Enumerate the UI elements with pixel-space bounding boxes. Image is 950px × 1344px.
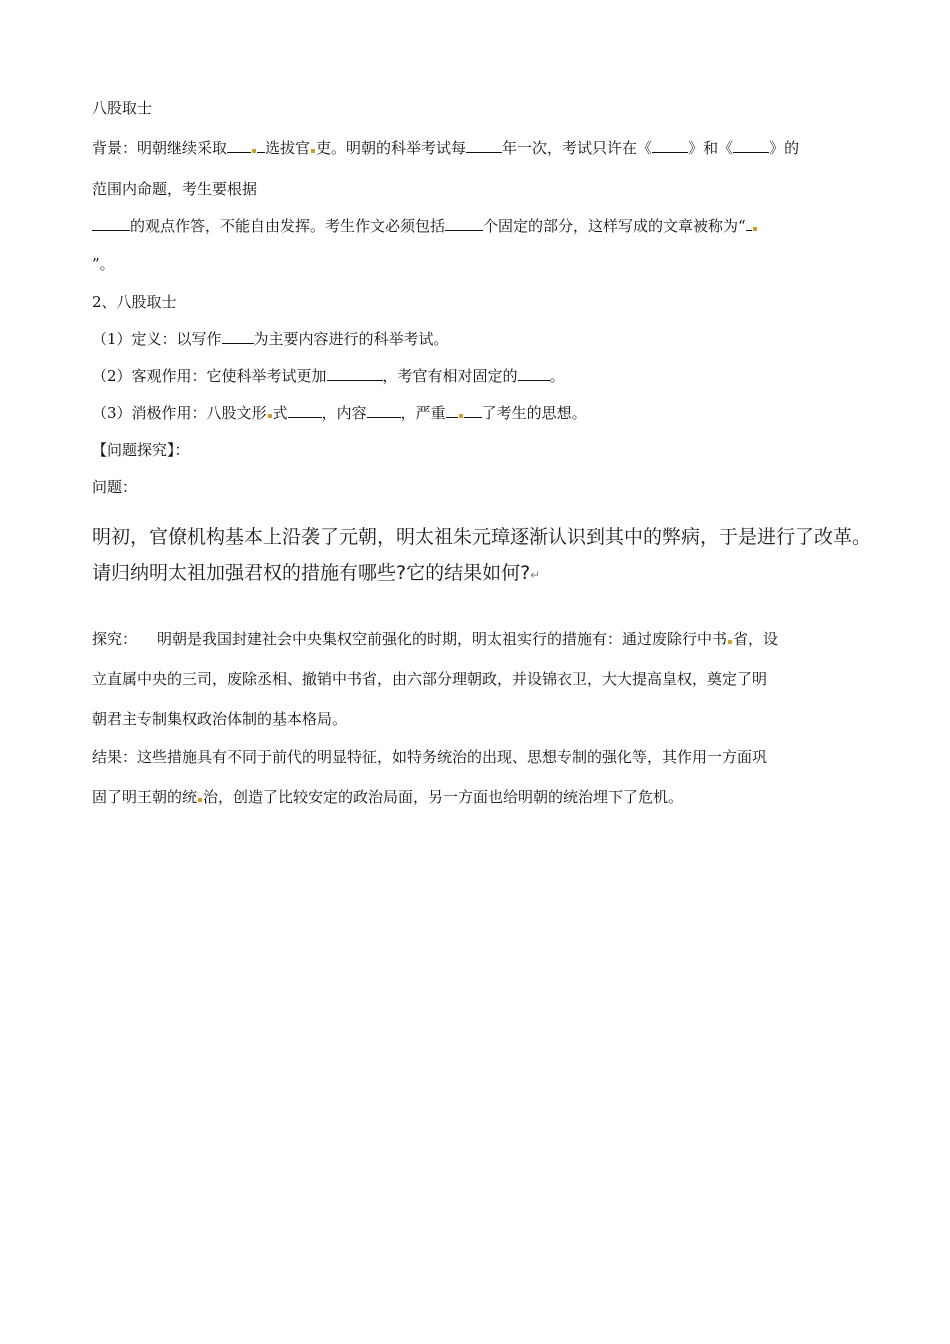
result-line-1: 结果：这些措施具有不同于前代的明显特征，如特务统治的出现、思想专制的强化等，其作用一方面巩 <box>92 748 768 766</box>
blank <box>464 403 482 418</box>
question-line-1: 明初，官僚机构基本上沿袭了元朝，明太祖朱元璋逐渐认识到其中的弊病，于是进行了改革。 <box>92 526 872 548</box>
result-line-2: 固了明王朝的统 治，创造了比较安定的政治局面，另一方面也给明朝的统治埋下了危机。 <box>92 788 684 806</box>
background-line-1: 背景：明朝继续采取 选拔官 吏。明朝的科举考试每 年一次，考试只许在《 》和《 》的 <box>92 139 800 157</box>
question-line-2: 请归纳明太祖加强君权的措施有哪些?它的结果如何?↵ <box>92 562 541 584</box>
inquiry-heading: 【问题探究】： <box>92 441 190 459</box>
blank <box>446 403 458 418</box>
explore-line-3: 朝君主专制集权政治体制的基本格局。 <box>92 710 348 728</box>
question-label: 问题： <box>92 478 138 496</box>
blank <box>733 138 769 153</box>
explore-line-2: 立直属中央的三司，废除丞相、撤销中书省，由六部分理朝政，并设锦衣卫，大大提高皇权，奠定了明 <box>92 670 768 688</box>
blank <box>652 138 688 153</box>
section-title: 八股取士 <box>92 99 153 117</box>
definition-line: （1）定义：以写作 为主要内容进行的科举考试。 <box>92 330 449 348</box>
marker-dot <box>753 227 757 231</box>
blank <box>227 138 251 153</box>
blank <box>327 366 383 381</box>
marker-dot <box>268 414 272 418</box>
background-line-2: 范围内命题，考生要根据 <box>92 180 258 198</box>
marker-dot <box>198 798 202 802</box>
background-line-3: 的观点作答，不能自由发挥。考生作文必须包括 个固定的部分，这样写成的文章被称为“ <box>92 216 758 236</box>
part2-heading: 2、八股取士 <box>92 293 177 311</box>
negative-effect-line: （3）消极作用：八股文形 式 ，内容 ，严重 了考生的思想。 <box>92 404 587 422</box>
blank <box>518 366 550 381</box>
blank <box>222 329 254 344</box>
blank <box>288 403 322 418</box>
background-line-4: ”。 <box>92 255 115 273</box>
paragraph-return-icon: ↵ <box>530 568 541 582</box>
blank <box>445 216 483 231</box>
marker-dot <box>311 149 315 153</box>
objective-effect-line: （2）客观作用：它使科举考试更加 ，考官有相对固定的 。 <box>92 367 565 385</box>
blank <box>466 138 502 153</box>
blank <box>257 138 265 153</box>
marker-dot <box>728 640 732 644</box>
marker-dot <box>252 149 256 153</box>
marker-dot <box>459 414 463 418</box>
blank <box>746 216 752 231</box>
blank <box>367 403 401 418</box>
explore-line-1: 探究： 明朝是我国封建社会中央集权空前强化的时期，明太祖实行的措施有：通过废除行中书 省，设 <box>92 630 779 648</box>
blank <box>92 216 130 231</box>
